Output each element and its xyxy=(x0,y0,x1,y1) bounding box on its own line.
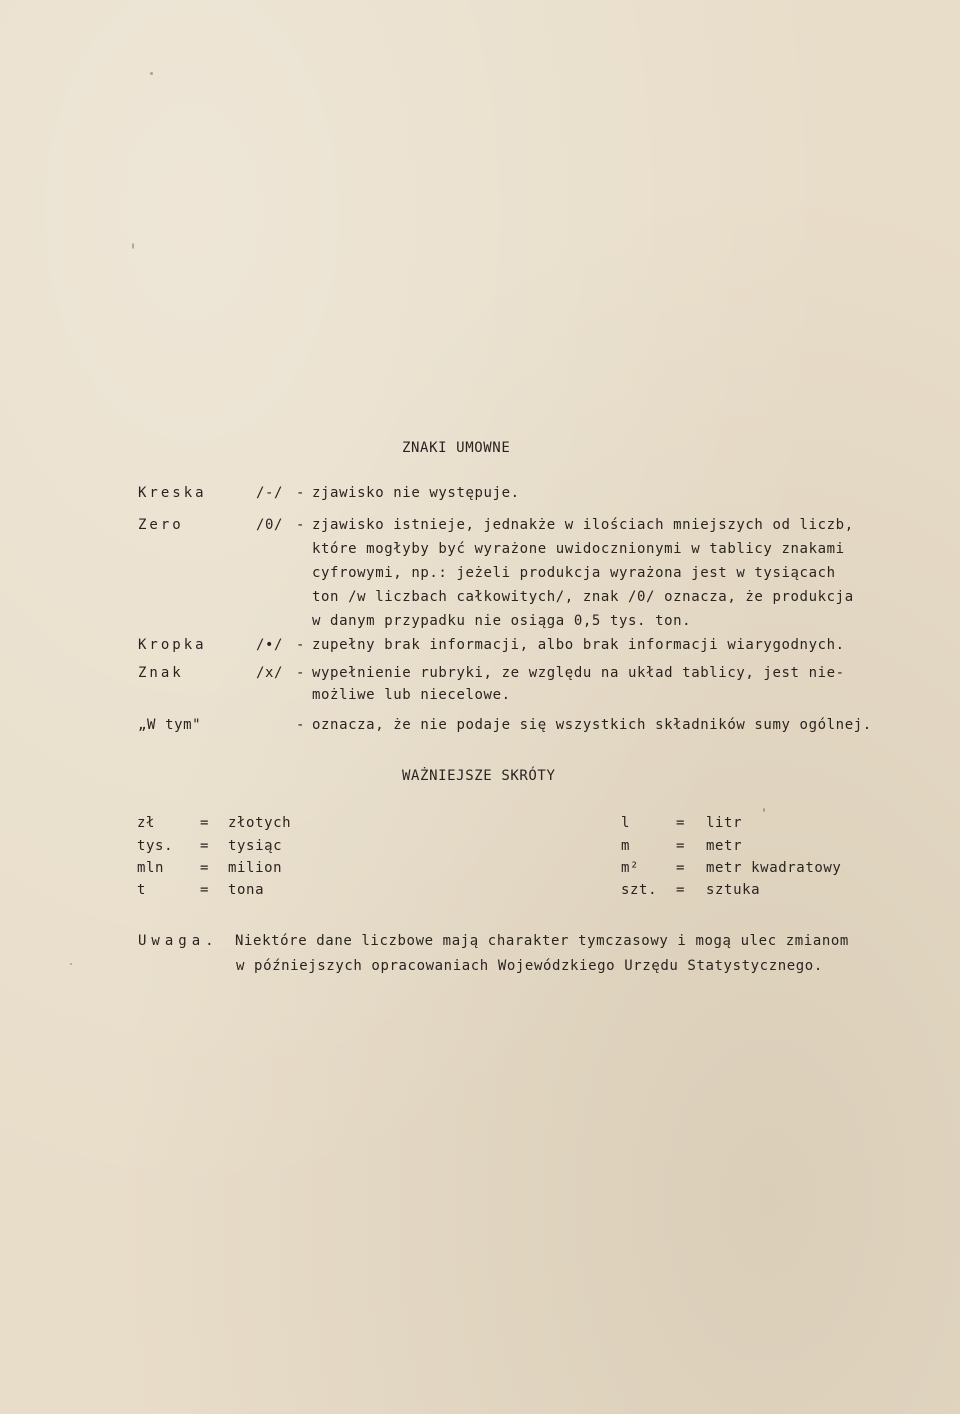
symbol-glyph-kreska: /-/ xyxy=(256,485,284,501)
symbol-term-znak: Znak xyxy=(138,665,184,681)
note-text: Niektóre dane liczbowe mają charakter tymczasowy i mogą ulec zmianom xyxy=(235,933,849,949)
abbr-code: zł xyxy=(137,815,156,831)
abbr-code: mln xyxy=(137,860,165,876)
abbr-code: m² xyxy=(621,860,640,876)
abbr-code: tys. xyxy=(137,838,174,854)
symbol-definition: wypełnienie rubryki, ze względu na układ tablicy, jest nie- xyxy=(312,665,845,681)
symbol-definition-cont: cyfrowymi, np.: jeżeli produkcja wyrażona jest w tysiącach xyxy=(312,565,836,581)
abbr-meaning: sztuka xyxy=(706,882,761,898)
symbol-term-w-tym: „W tym" xyxy=(138,717,202,733)
abbr-equals: = xyxy=(200,838,210,854)
symbol-definition: zjawisko nie występuje. xyxy=(312,485,520,501)
abbr-meaning: tona xyxy=(228,882,265,898)
symbol-dash: - xyxy=(296,717,306,733)
symbol-glyph-zero: /0/ xyxy=(256,517,284,533)
symbol-definition-cont: możliwe lub niecelowe. xyxy=(312,687,511,703)
symbol-definition: oznacza, że nie podaje się wszystkich składników sumy ogólnej. xyxy=(312,717,872,733)
abbr-equals: = xyxy=(200,815,210,831)
abbr-equals: = xyxy=(676,882,686,898)
symbol-dash: - xyxy=(296,485,306,501)
note-text-cont: w późniejszych opracowaniach Wojewódzkiego Urzędu Statystycznego. xyxy=(236,958,823,974)
symbol-definition-cont: w danym przypadku nie osiąga 0,5 tys. ton. xyxy=(312,613,692,629)
symbol-glyph-kropka: /•/ xyxy=(256,637,284,653)
abbr-code: t xyxy=(137,882,147,898)
abbr-code: m xyxy=(621,838,631,854)
abbr-equals: = xyxy=(200,882,210,898)
abbr-meaning: metr kwadratowy xyxy=(706,860,842,876)
abbr-equals: = xyxy=(676,860,686,876)
abbr-meaning: tysiąc xyxy=(228,838,283,854)
paper-speck xyxy=(763,808,765,812)
symbol-term-kreska: Kreska xyxy=(138,485,207,501)
abbr-code: szt. xyxy=(621,882,658,898)
abbr-meaning: złotych xyxy=(228,815,292,831)
symbol-dash: - xyxy=(296,517,306,533)
abbr-equals: = xyxy=(200,860,210,876)
symbol-definition: zupełny brak informacji, albo brak informacji wiarygodnych. xyxy=(312,637,845,653)
symbol-definition: zjawisko istnieje, jednakże w ilościach mniejszych od liczb, xyxy=(312,517,854,533)
symbol-term-kropka: Kropka xyxy=(138,637,207,653)
paper-speck xyxy=(70,963,72,965)
abbr-equals: = xyxy=(676,815,686,831)
symbol-definition-cont: ton /w liczbach całkowitych/, znak /0/ oznacza, że produkcja xyxy=(312,589,854,605)
symbol-definition-cont: które mogłyby być wyrażone uwidocznionymi w tablicy znakami xyxy=(312,541,845,557)
abbreviations-title: WAŻNIEJSZE SKRÓTY xyxy=(402,768,556,784)
symbol-glyph-znak: /x/ xyxy=(256,665,284,681)
abbr-equals: = xyxy=(676,838,686,854)
abbr-meaning: metr xyxy=(706,838,743,854)
symbol-dash: - xyxy=(296,637,306,653)
symbol-term-zero: Zero xyxy=(138,517,184,533)
abbr-meaning: milion xyxy=(228,860,283,876)
paper-speck xyxy=(150,72,153,75)
page-title: ZNAKI UMOWNE xyxy=(402,440,511,456)
abbr-code: l xyxy=(621,815,631,831)
abbr-meaning: litr xyxy=(706,815,743,831)
note-label: Uwaga. xyxy=(138,933,219,949)
symbol-dash: - xyxy=(296,665,306,681)
paper-speck xyxy=(132,243,134,249)
